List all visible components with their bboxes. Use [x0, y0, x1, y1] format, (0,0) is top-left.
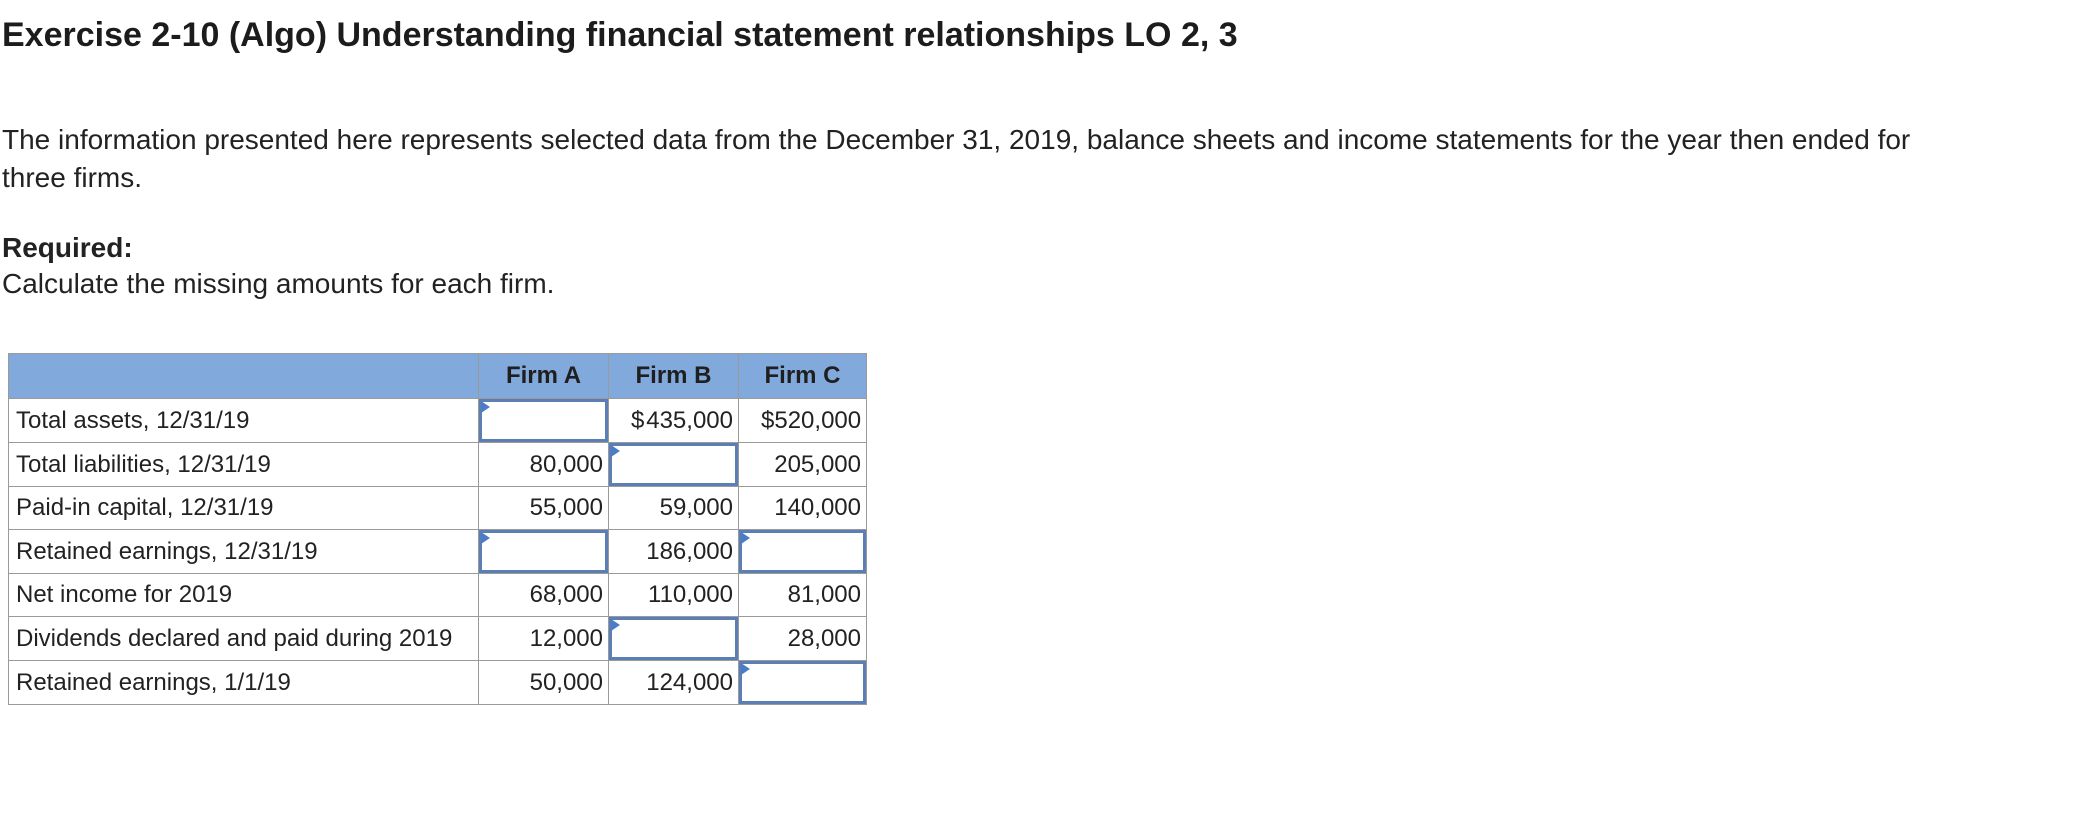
exercise-title: Exercise 2-10 (Algo) Understanding financial statement relationships LO 2, 3	[2, 16, 1238, 54]
paid-in-capital-firm-c-cell: 140,000	[739, 487, 867, 530]
table-row	[9, 487, 867, 530]
cell-value: 520,000	[774, 406, 862, 434]
table-row	[9, 661, 867, 705]
dividends-firm-b-cell	[609, 617, 739, 661]
currency-symbol: $	[761, 406, 775, 434]
row-label: Retained earnings, 1/1/19	[9, 661, 479, 705]
required-label: Required:	[2, 232, 133, 263]
retained-earnings-begin-firm-c-cell	[739, 661, 867, 705]
table-row	[9, 443, 867, 487]
net-income-firm-c-cell: 81,000	[739, 574, 867, 617]
dividends-firm-b-input[interactable]	[609, 617, 738, 660]
dividends-firm-a-cell: 12,000	[479, 617, 609, 661]
retained-earnings-begin-firm-a-cell: 50,000	[479, 661, 609, 705]
total-assets-firm-a-cell	[479, 399, 609, 443]
row-label: Retained earnings, 12/31/19	[9, 530, 479, 574]
dividends-firm-c-cell: 28,000	[739, 617, 867, 661]
retained-earnings-end-firm-c-input[interactable]	[739, 530, 866, 573]
table-header-row	[9, 354, 867, 399]
paid-in-capital-firm-a-cell: 55,000	[479, 487, 609, 530]
required-instructions: Calculate the missing amounts for each firm.	[2, 268, 555, 299]
total-assets-firm-a-input[interactable]	[479, 399, 608, 442]
row-label: Total liabilities, 12/31/19	[9, 443, 479, 487]
header-firm-a: Firm A	[479, 354, 609, 399]
row-label: Net income for 2019	[9, 574, 479, 617]
currency-symbol: $	[631, 406, 645, 434]
paid-in-capital-firm-b-cell: 59,000	[609, 487, 739, 530]
header-firm-b: Firm B	[609, 354, 739, 399]
net-income-firm-a-cell: 68,000	[479, 574, 609, 617]
retained-earnings-begin-firm-c-input[interactable]	[739, 661, 866, 704]
cell-value: 435,000	[646, 406, 733, 434]
total-liabilities-firm-a-cell: 80,000	[479, 443, 609, 487]
table-row	[9, 530, 867, 574]
retained-earnings-end-firm-b-cell: 186,000	[609, 530, 739, 574]
intro-paragraph: The information presented here represents selected data from the December 31, 2019, balance sheets and income statements for the year then ended for three firms.	[2, 124, 1911, 193]
net-income-firm-b-cell: 110,000	[609, 574, 739, 617]
header-blank	[9, 354, 479, 399]
retained-earnings-end-firm-c-cell	[739, 530, 867, 574]
row-label: Dividends declared and paid during 2019	[9, 617, 479, 661]
table-row	[9, 399, 867, 443]
total-liabilities-firm-c-cell: 205,000	[739, 443, 867, 487]
header-firm-c: Firm C	[739, 354, 867, 399]
total-liabilities-firm-b-input[interactable]	[609, 443, 738, 486]
total-assets-firm-b-cell	[609, 399, 739, 443]
retained-earnings-end-firm-a-cell	[479, 530, 609, 574]
row-label: Total assets, 12/31/19	[9, 399, 479, 443]
retained-earnings-end-firm-a-input[interactable]	[479, 530, 608, 573]
row-label: Paid-in capital, 12/31/19	[9, 487, 479, 530]
table-row	[9, 574, 867, 617]
total-assets-firm-c-cell	[739, 399, 867, 443]
firm-data-table	[8, 353, 867, 705]
table-row	[9, 617, 867, 661]
retained-earnings-begin-firm-b-cell: 124,000	[609, 661, 739, 705]
total-liabilities-firm-b-cell	[609, 443, 739, 487]
